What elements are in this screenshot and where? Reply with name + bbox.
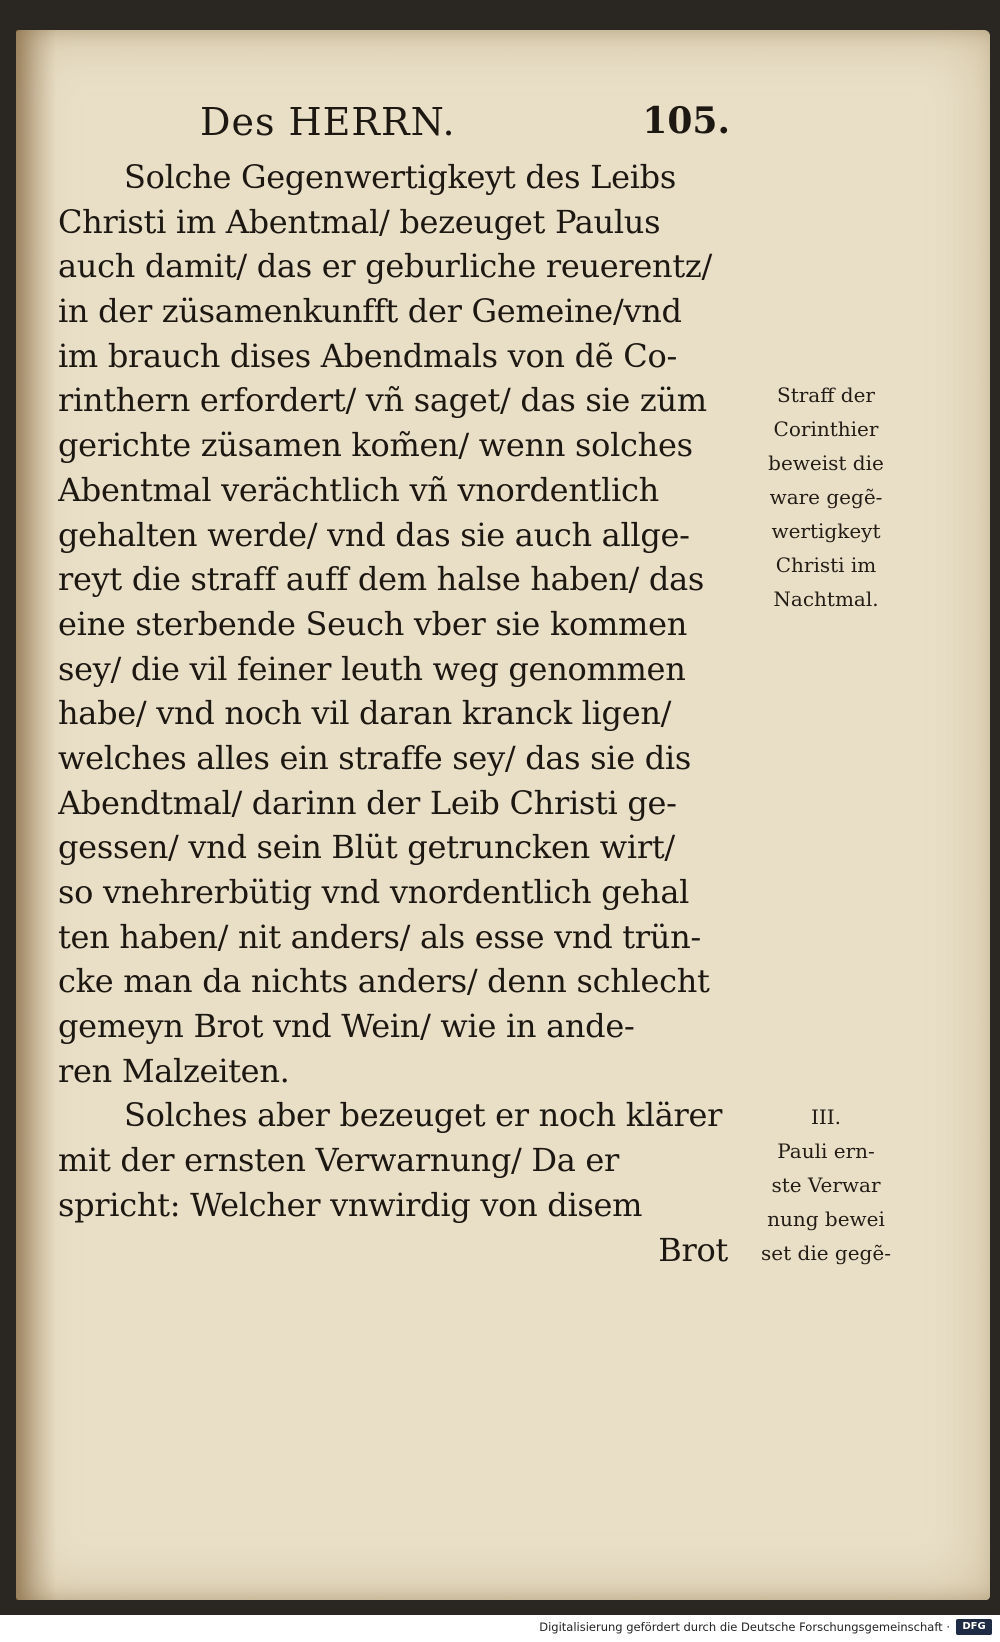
marginal-line: wertigkeyt bbox=[771, 519, 881, 543]
text-line: habe/ vnd noch vil daran kranck ligen/ bbox=[58, 694, 672, 733]
text-line: gessen/ vnd sein Blüt getruncken wirt/ bbox=[58, 828, 675, 867]
running-head-title: Des HERRN. bbox=[200, 100, 456, 144]
marginal-line: ware gegẽ- bbox=[769, 485, 883, 509]
marginal-line: Corinthier bbox=[773, 417, 879, 441]
marginal-line: Straff der bbox=[777, 383, 875, 407]
marginal-line: Pauli ern- bbox=[777, 1139, 875, 1163]
text-line: sey/ die vil feiner leuth weg genommen bbox=[58, 649, 686, 688]
text-line: gemeyn Brot vnd Wein/ wie in ande- bbox=[58, 1007, 635, 1046]
digitization-footer bbox=[0, 1615, 1000, 1642]
text-line: Solches aber bezeuget er noch klärer bbox=[124, 1096, 723, 1135]
text-line: mit der ernsten Verwarnung/ Da er bbox=[58, 1141, 620, 1180]
marginal-line: beweist die bbox=[768, 451, 884, 475]
text-line: spricht: Welcher vnwirdig von disem bbox=[58, 1185, 643, 1224]
text-line: ten haben/ nit anders/ als esse vnd trün- bbox=[58, 917, 701, 956]
funding-notice: Digitalisierung gefördert durch die Deutsche Forschungsgemeinschaft · bbox=[539, 1620, 950, 1634]
marginal-line: Christi im bbox=[775, 553, 877, 577]
text-line: eine sterbende Seuch vber sie kommen bbox=[58, 604, 688, 643]
text-line: reyt die straff auff dem halse haben/ das bbox=[58, 560, 704, 599]
marginal-line: set die gegẽ- bbox=[761, 1241, 891, 1265]
marginal-line: Nachtmal. bbox=[773, 587, 879, 611]
text-line: auch damit/ das er geburliche reuerentz/ bbox=[58, 247, 712, 286]
text-line: Solche Gegenwertigkeyt des Leibs bbox=[124, 158, 676, 196]
text-line: Abentmal verächtlich vñ vnordentlich bbox=[58, 470, 659, 509]
text-line: gehalten werde/ vnd das sie auch allge- bbox=[58, 515, 690, 554]
marginal-note-2 bbox=[746, 1100, 906, 1270]
main-text-block bbox=[58, 155, 738, 1272]
text-line: welches alles ein straffe sey/ das sie dis bbox=[58, 738, 691, 777]
text-line: im brauch dises Abendmals von dẽ Co- bbox=[58, 336, 677, 375]
text-line: cke man da nichts anders/ denn schlecht bbox=[58, 962, 710, 1001]
text-line: Abendtmal/ darinn der Leib Christi ge- bbox=[58, 783, 677, 822]
text-line: so vnehrerbütig vnd vnordentlich gehal bbox=[58, 873, 690, 911]
page-edge-stain bbox=[16, 30, 56, 1600]
page-number: 105. bbox=[642, 100, 730, 142]
text-line: gerichte züsamen kom̃en/ wenn solches bbox=[58, 426, 693, 465]
marginal-note-1 bbox=[746, 378, 906, 616]
marginal-line: III. bbox=[810, 1105, 842, 1129]
text-line: Christi im Abentmal/ bezeuget Paulus bbox=[58, 202, 661, 241]
dfg-logo: DFG bbox=[956, 1619, 992, 1635]
marginal-line: nung bewei bbox=[767, 1207, 885, 1231]
marginal-line: ste Verwar bbox=[771, 1173, 881, 1197]
text-line: ren Malzeiten. bbox=[58, 1051, 290, 1090]
running-header bbox=[200, 100, 730, 150]
text-line: rinthern erfordert/ vñ saget/ das sie züm bbox=[58, 381, 707, 420]
text-line: in der züsamenkunfft der Gemeine/vnd bbox=[58, 292, 682, 331]
catchword: Brot bbox=[658, 1230, 728, 1269]
